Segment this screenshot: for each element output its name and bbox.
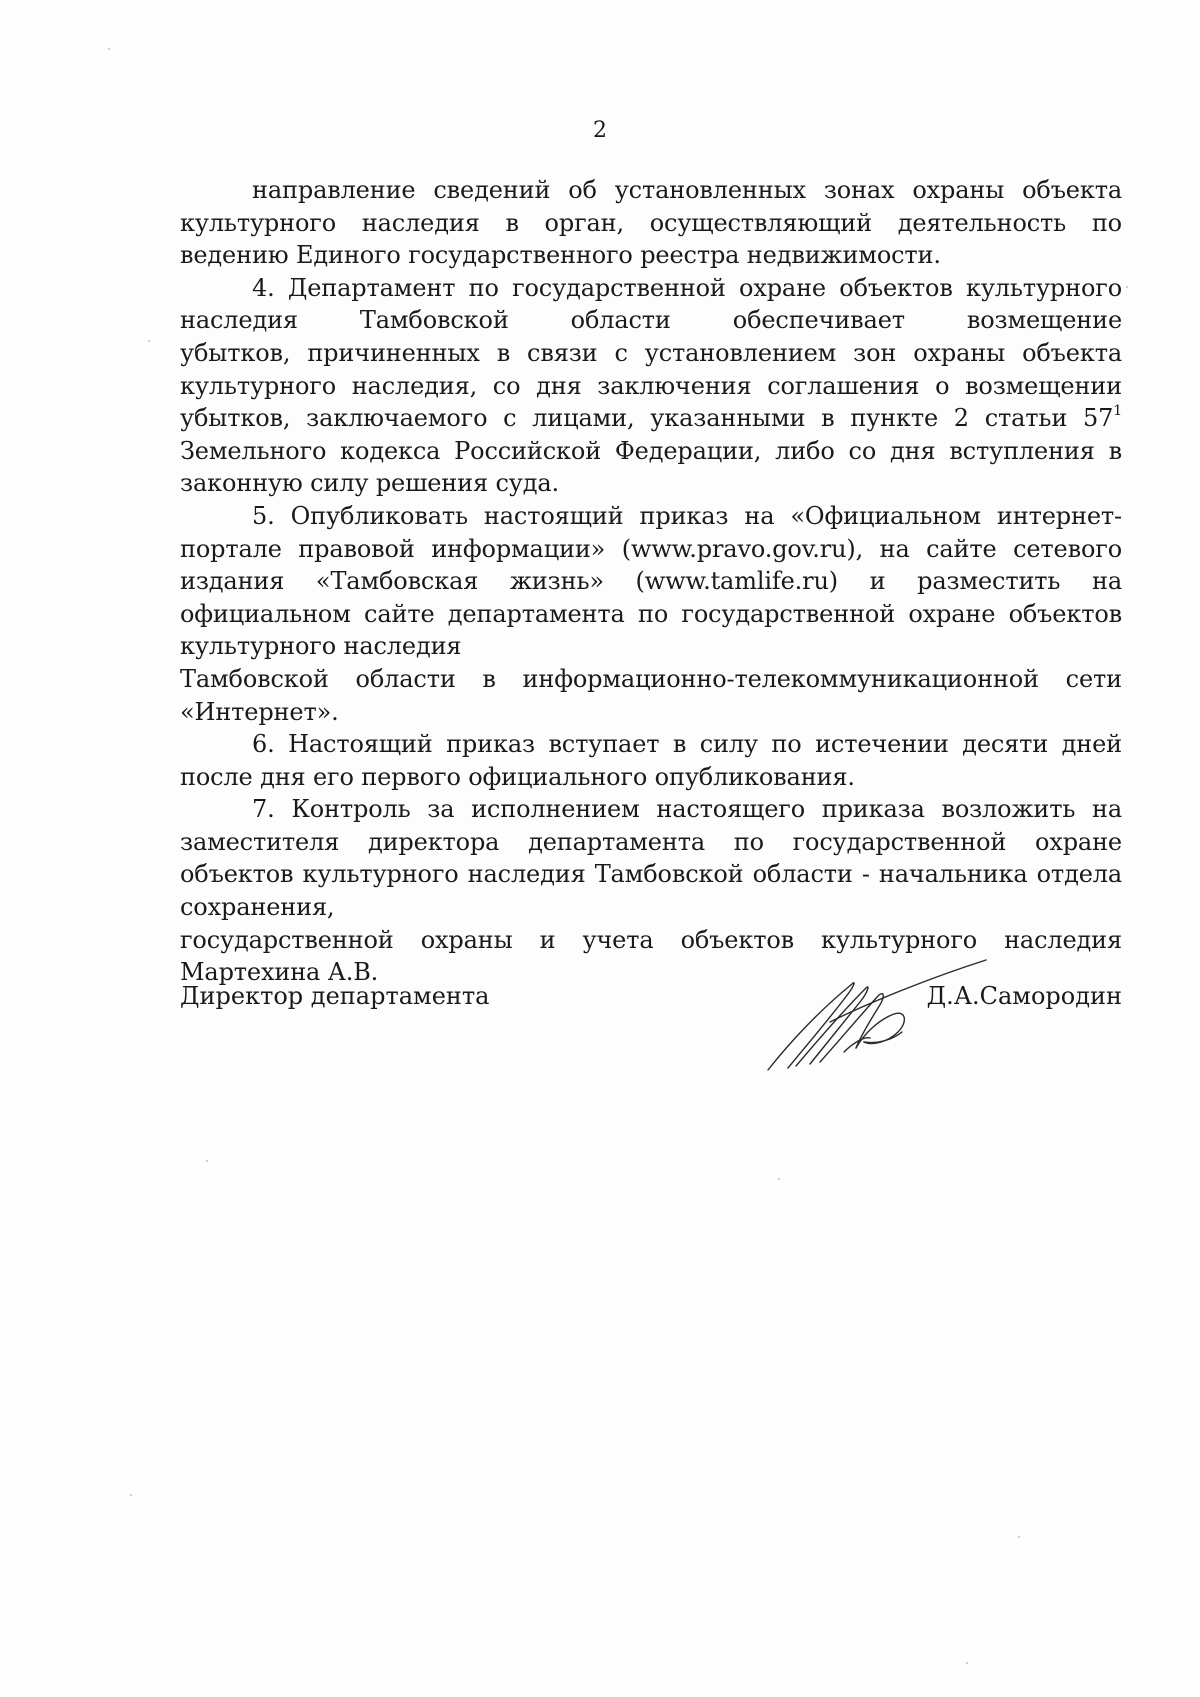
scan-speck bbox=[1126, 286, 1128, 288]
scan-speck bbox=[1018, 1536, 1020, 1538]
signatory-name: Д.А.Самородин bbox=[926, 982, 1122, 1010]
paragraph-4-rest bbox=[180, 337, 1122, 500]
article-superscript: 1 bbox=[1113, 403, 1122, 420]
paragraph-4-text-b: Земельного кодекса Российской Федерации, либо со дня вступления в законную силу решения суда. bbox=[180, 436, 1122, 498]
paragraph-5-line-spread: Тамбовской области в информационно-телекоммуникационной сети bbox=[180, 664, 1122, 693]
paragraph-3-line1: направление сведений об установленных зонах охраны объекта bbox=[252, 176, 1122, 204]
scan-speck bbox=[966, 1662, 968, 1664]
scan-speck bbox=[206, 1160, 208, 1162]
scan-speck bbox=[778, 1178, 780, 1180]
scan-speck bbox=[130, 1494, 132, 1496]
signatory-title: Директор департамента bbox=[180, 982, 490, 1010]
paragraph-7: 7. Контроль за исполнением настоящего приказа возложить на заместителя директора департамента по государственной охране объектов культурного наследия Тамбовской области - начальника отдела сохранения, bbox=[180, 795, 1122, 922]
paragraph-7-end: Мартехина А.В. bbox=[180, 958, 379, 987]
paragraph-3-rest: культурного наследия в орган, осуществляющий деятельность по ведению Единого государственного реестра недвижимости. bbox=[180, 208, 1122, 270]
paragraph-4-text-a: убытков, причиненных в связи с установлением зон охраны объекта культурного наследия, со дня заключения соглашения о возмещении убытков, заключаемого с лицами, указанными в пункте 2 статьи 57 bbox=[180, 338, 1122, 433]
paragraph-4-line2: наследия Тамбовской области обеспечивает возмещение bbox=[180, 306, 1122, 335]
document-body bbox=[180, 174, 1122, 989]
paragraph-7-line-spread: государственной охраны и учета объектов культурного наследия bbox=[180, 925, 1122, 954]
handwritten-signature bbox=[760, 952, 990, 1082]
paragraph-5-end: «Интернет». bbox=[180, 697, 339, 726]
scan-speck bbox=[148, 340, 150, 342]
paragraph-4-line1: 4. Департамент по государственной охране объектов культурного bbox=[252, 273, 1122, 302]
paragraph-6: 6. Настоящий приказ вступает в силу по истечении десяти дней после дня его первого официального опубликования. bbox=[180, 730, 1122, 791]
paragraph-5: 5. Опубликовать настоящий приказ на «Официальном интернет-портале правовой информации» (www.pravo.gov.ru), на сайте сетевого издания «Тамбовская жизнь» (www.tamlife.ru) и разместить на официальном сайте департамента по государственной охране объектов культурного наследия bbox=[180, 501, 1122, 661]
signature-block bbox=[180, 980, 1122, 1090]
scan-speck bbox=[108, 48, 110, 50]
page-number: 2 bbox=[593, 118, 607, 143]
